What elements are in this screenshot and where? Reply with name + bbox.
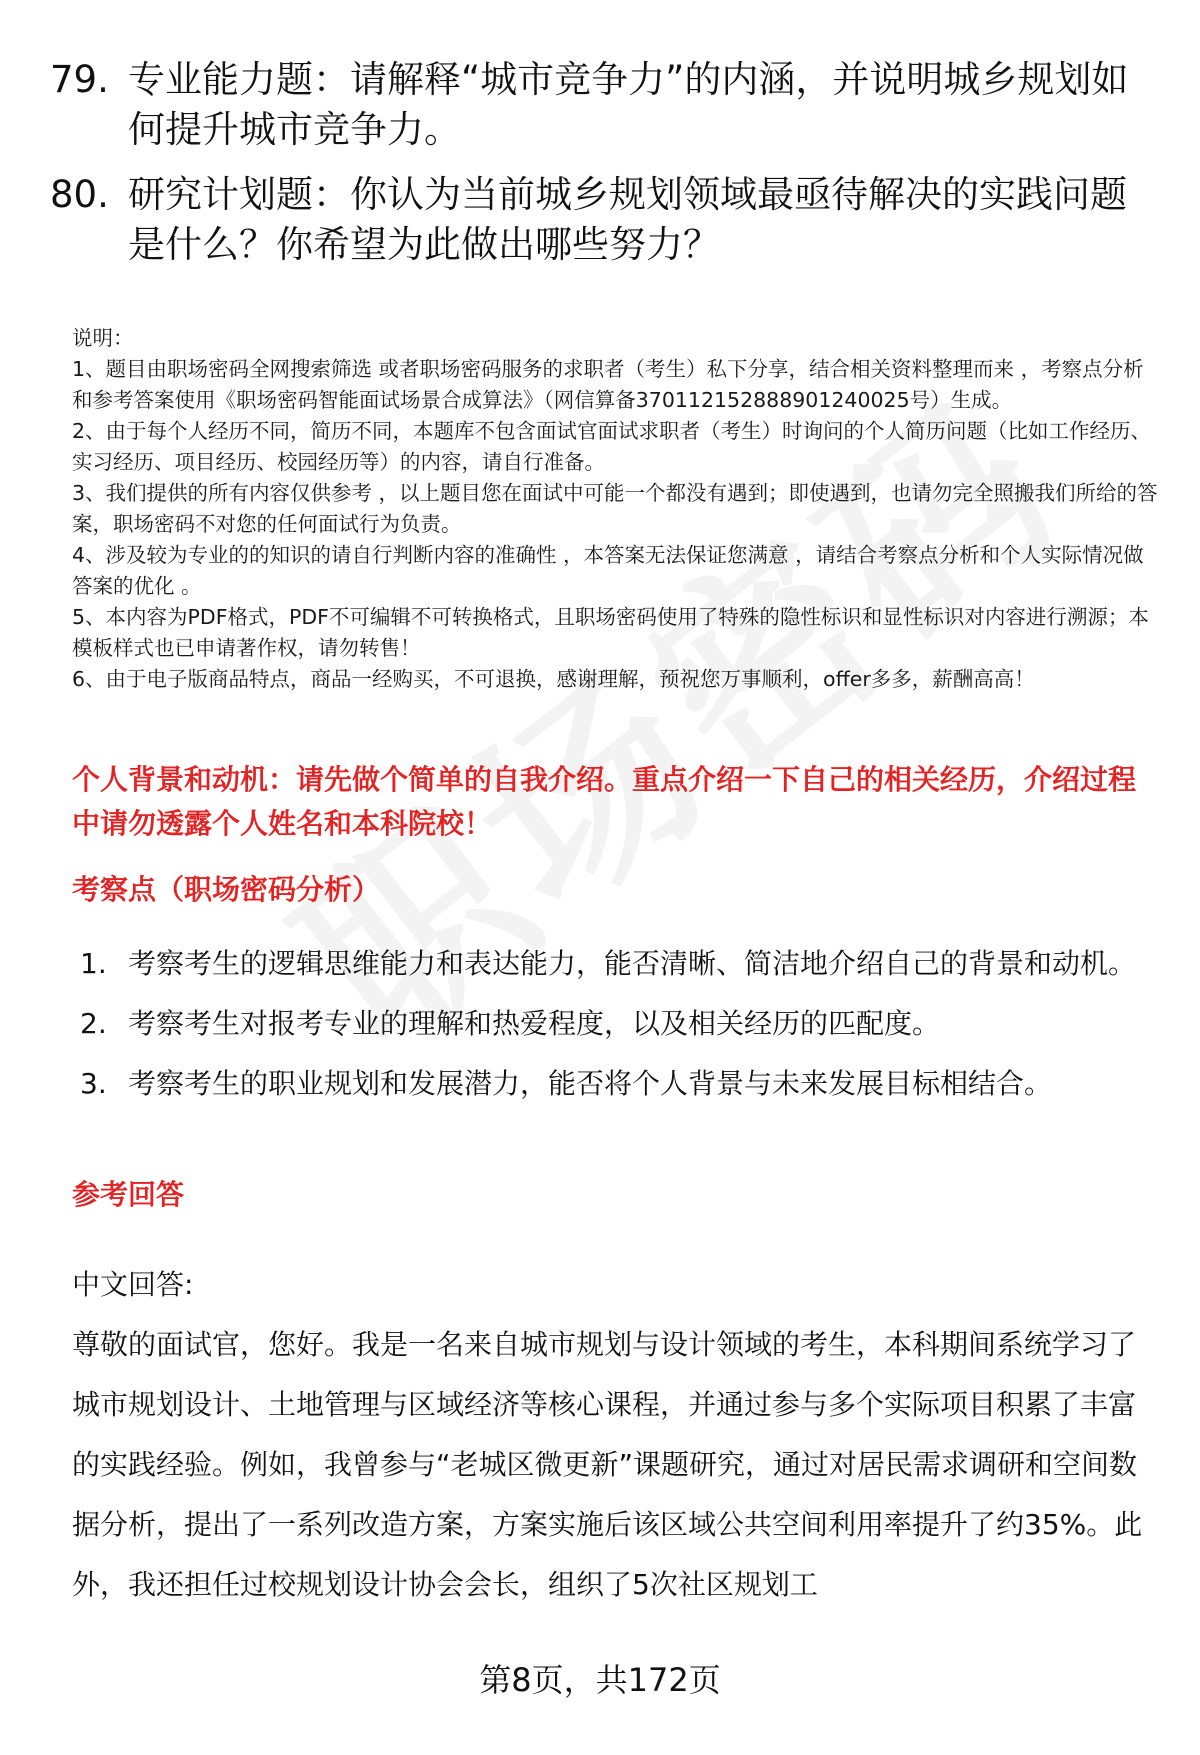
background-question: 个人背景和动机：请先做个简单的自我介绍。重点介绍一下自己的相关经历，介绍过程中请勿透露个人姓名和本科院校！	[72, 763, 1137, 840]
notes-heading: 说明：	[72, 326, 134, 350]
note-item: 5、本内容为PDF格式，PDF不可编辑不可转换格式，且职场密码使用了特殊的隐性标识和显性标识对内容进行溯源；本模板样式也已申请著作权，请勿转售！	[72, 605, 1149, 660]
answer-label: 中文回答:	[72, 1268, 194, 1301]
answer-title: 参考回答	[72, 1178, 185, 1211]
note-item: 3、我们提供的所有内容仅供参考 ，以上题目您在面试中可能一个都没有遇到；即使遇到，也请勿完全照搬我们所给的答案，职场密码不对您的任何面试行为负责。	[72, 481, 1158, 536]
note-item: 2、由于每个人经历不同，简历不同，本题库不包含面试官面试求职者（考生）时询问的个人简历问题（比如工作经历、实习经历、项目经历、校园经历等）的内容，请自行准备。	[72, 419, 1152, 474]
list-number: 3.	[80, 1067, 107, 1100]
question-80	[50, 170, 1160, 270]
points-list	[80, 935, 1160, 1112]
list-number: 1.	[80, 947, 107, 980]
question-text: 专业能力题：请解释“城市竞争力”的内涵，并说明城乡规划如何提升城市竞争力。	[128, 58, 1129, 151]
question-number: 79.	[50, 58, 109, 101]
note-item: 4、涉及较为专业的的知识的请自行判断内容的准确性 ，本答案无法保证您满意 ，请结合考察点分析和个人实际情况做答案的优化 。	[72, 543, 1144, 598]
answer-block	[72, 1255, 1152, 1615]
list-number: 2.	[80, 1007, 107, 1040]
answer-text: 尊敬的面试官，您好。我是一名来自城市规划与设计领域的考生，本科期间系统学习了城市规划设计、土地管理与区域经济等核心课程，并通过参与多个实际项目积累了丰富的实践经验。例如，我曾参与“老城区微更新”课题研究，通过对居民需求调研和空间数据分析，提出了一系列改造方案，方案实施后该区域公共空间利用率提升了约35%。此外，我还担任过校规划设计协会会长，组织了5次社区规划工	[72, 1328, 1143, 1601]
list-text: 考察考生对报考专业的理解和热爱程度，以及相关经历的匹配度。	[128, 1007, 941, 1040]
list-item	[80, 995, 1160, 1052]
list-text: 考察考生的逻辑思维能力和表达能力，能否清晰、简洁地介绍自己的背景和动机。	[128, 947, 1137, 980]
list-text: 考察考生的职业规划和发展潜力，能否将个人背景与未来发展目标相结合。	[128, 1067, 1053, 1100]
note-item: 1、题目由职场密码全网搜索筛选 或者职场密码服务的求职者（考生）私下分享，结合相关资料整理而来 ，考察点分析和参考答案使用《职场密码智能面试场景合成算法》（网信算备370112152888901240025号）生成。	[72, 357, 1144, 412]
page-footer: 第8页，共172页	[479, 1661, 721, 1699]
list-item	[80, 1055, 1160, 1112]
question-number: 80.	[50, 173, 109, 216]
points-title: 考察点（职场密码分析）	[72, 873, 381, 906]
note-item: 6、由于电子版商品特点，商品一经购买，不可退换，感谢理解，预祝您万事顺利，offer多多，薪酬高高！	[72, 667, 1035, 691]
question-text: 研究计划题：你认为当前城乡规划领域最亟待解决的实践问题是什么？你希望为此做出哪些努力？	[128, 173, 1127, 266]
notes-block	[72, 323, 1164, 695]
list-item	[80, 935, 1160, 992]
question-79	[50, 55, 1160, 155]
